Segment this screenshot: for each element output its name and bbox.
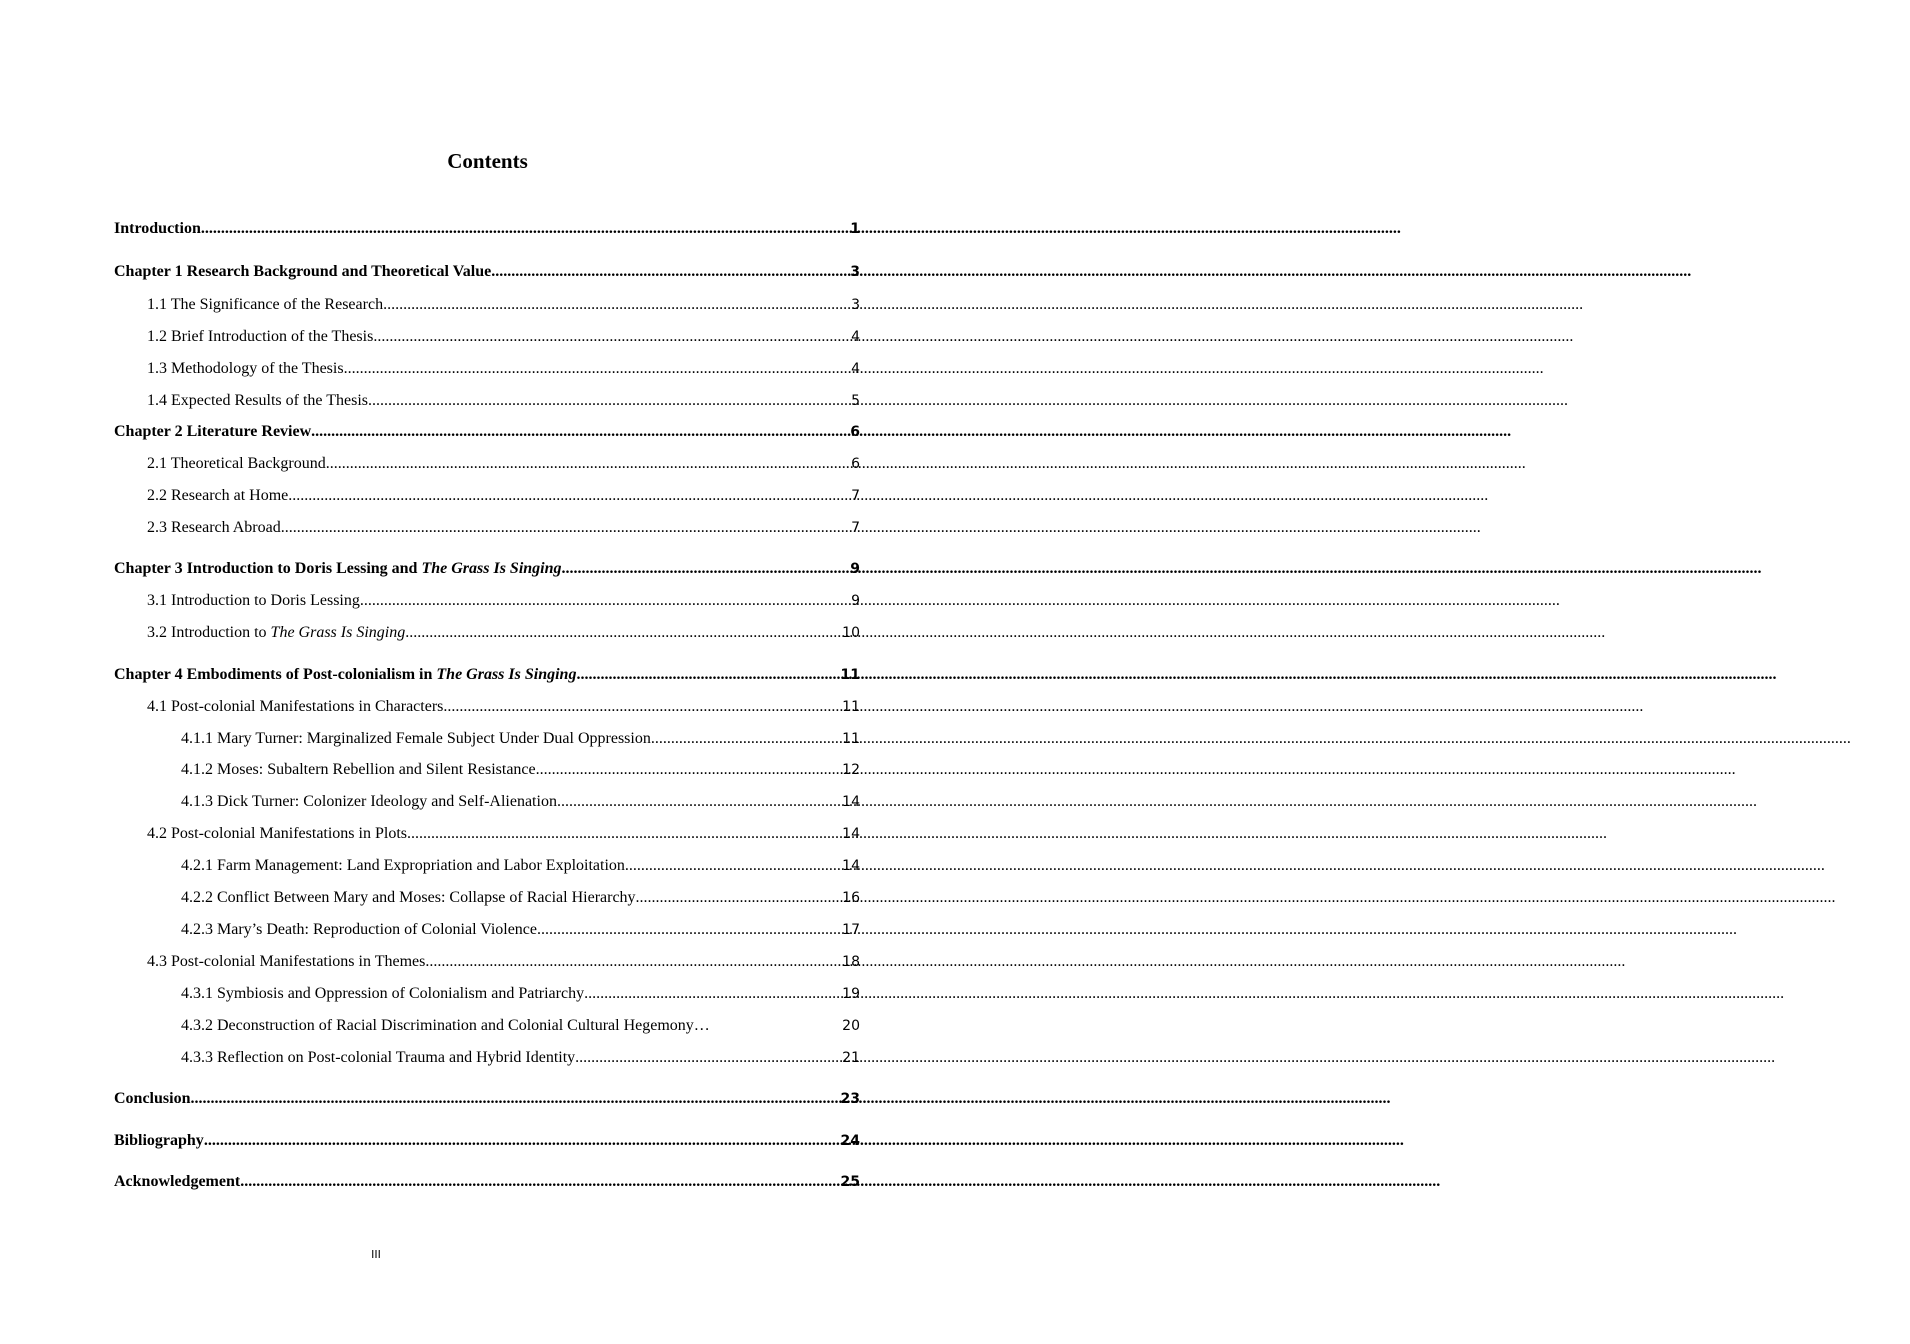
toc-section-entry[interactable] <box>147 590 860 612</box>
toc-entry-text: 2.1 Theoretical Background <box>147 455 326 472</box>
toc-entry-text: 4.2.2 Conflict Between Mary and Moses: Collapse of Racial Hierarchy <box>181 889 636 906</box>
toc-entry-text: 1.3 Methodology of the Thesis <box>147 360 344 377</box>
toc-entry-text: 2.3 Research Abroad <box>147 519 281 536</box>
toc-entry-text: Bibliography <box>114 1132 204 1149</box>
toc-dot-leader <box>537 919 842 941</box>
toc-dot-leader <box>383 294 851 316</box>
toc-entry-label <box>147 326 373 348</box>
toc-dot-leader <box>360 590 851 612</box>
toc-section-entry[interactable] <box>147 453 860 475</box>
toc-page-number: 1 <box>850 221 860 237</box>
toc-dot-leader <box>407 823 842 845</box>
toc-entry-book-title: The Grass Is Singing <box>421 560 562 577</box>
toc-entry-label <box>147 390 368 412</box>
toc-page-number: 11 <box>842 731 860 747</box>
toc-entry-book-title: The Grass Is Singing <box>436 666 577 683</box>
document-page <box>0 0 950 1344</box>
toc-dot-leader <box>651 728 842 750</box>
toc-dot-leader <box>344 358 852 380</box>
toc-section-entry[interactable] <box>147 485 860 507</box>
toc-entry-label <box>147 696 443 718</box>
toc-section-entry[interactable] <box>147 326 860 348</box>
toc-dot-leader <box>326 453 851 475</box>
page-number-footer: III <box>371 1248 381 1261</box>
toc-entry-label <box>181 759 536 781</box>
toc-entry-text: 4.3.2 Deconstruction of Racial Discrimination and Colonial Cultural Hegemony… <box>181 1017 710 1034</box>
toc-entry-text: Introduction <box>114 220 201 237</box>
toc-entry-label <box>181 728 651 750</box>
toc-section-entry[interactable] <box>147 294 860 316</box>
toc-chapter-entry[interactable] <box>114 421 860 443</box>
toc-entry-label <box>114 1088 190 1110</box>
toc-entry-label <box>114 1130 204 1152</box>
toc-page-number: 4 <box>851 361 860 377</box>
toc-entry-label <box>181 855 625 877</box>
toc-dot-leader <box>491 261 850 283</box>
toc-page-number: 20 <box>842 1018 860 1034</box>
toc-entry-label <box>114 664 576 686</box>
toc-dot-leader <box>240 1171 840 1193</box>
page-title: Contents <box>447 149 528 173</box>
toc-chapter-entry[interactable] <box>114 558 860 580</box>
toc-entry-text: Conclusion <box>114 1090 191 1107</box>
toc-subsection-entry[interactable] <box>181 759 860 781</box>
toc-page-number: 6 <box>850 424 860 440</box>
toc-entry-label <box>114 218 201 240</box>
toc-page-number: 12 <box>842 762 860 778</box>
toc-entry-label <box>114 558 562 580</box>
toc-page-number: 9 <box>851 593 860 609</box>
toc-page-number: 25 <box>840 1174 860 1190</box>
toc-page-number: 9 <box>850 561 860 577</box>
toc-page-number: 23 <box>840 1091 860 1107</box>
toc-entry-text: Chapter 2 Literature Review <box>114 423 312 440</box>
toc-page-number: 7 <box>851 488 860 504</box>
toc-subsection-entry[interactable] <box>181 1047 860 1069</box>
toc-entry-text: 1.1 The Significance of the Research <box>147 296 384 313</box>
toc-page-number: 11 <box>840 667 860 683</box>
toc-entry-label <box>114 1171 240 1193</box>
toc-entry-label <box>147 358 344 380</box>
toc-dot-leader <box>443 696 842 718</box>
toc-subsection-entry[interactable] <box>181 887 860 909</box>
toc-entry-label <box>114 421 311 443</box>
toc-page-number: 6 <box>851 456 860 472</box>
toc-page-number: 11 <box>842 699 860 715</box>
toc-dot-leader <box>373 326 851 348</box>
toc-entry-label <box>114 261 491 283</box>
toc-entry-text: Chapter 3 Introduction to Doris Lessing and <box>114 560 422 577</box>
toc-subsection-entry[interactable] <box>181 1015 860 1037</box>
toc-subsection-entry[interactable] <box>181 919 860 941</box>
toc-chapter-entry[interactable] <box>114 1130 860 1152</box>
toc-entry-label <box>147 294 383 316</box>
toc-section-entry[interactable] <box>147 517 860 539</box>
toc-section-entry[interactable] <box>147 696 860 718</box>
toc-page-number: 17 <box>842 922 860 938</box>
toc-page-number: 3 <box>850 264 860 280</box>
toc-section-entry[interactable] <box>147 358 860 380</box>
toc-entry-label <box>147 485 288 507</box>
toc-dot-leader <box>576 664 840 686</box>
toc-dot-leader <box>557 791 842 813</box>
toc-dot-leader <box>536 759 843 781</box>
toc-dot-leader <box>575 1047 842 1069</box>
toc-entry-text: 3.2 Introduction to <box>147 624 271 641</box>
toc-section-entry[interactable] <box>147 823 860 845</box>
toc-entry-text: 4.2.1 Farm Management: Land Expropriation and Labor Exploitation <box>181 857 625 874</box>
toc-page-number: 14 <box>842 794 860 810</box>
toc-page-number: 3 <box>851 297 860 313</box>
toc-entry-text: 3.1 Introduction to Doris Lessing <box>147 592 360 609</box>
toc-chapter-entry[interactable] <box>114 664 860 686</box>
toc-page-number: 19 <box>842 986 860 1002</box>
toc-entry-book-title: The Grass Is Singing <box>270 624 406 641</box>
toc-page-number: 16 <box>842 890 860 906</box>
toc-section-entry[interactable] <box>147 390 860 412</box>
toc-dot-leader <box>204 1130 841 1152</box>
toc-entry-text: 4.2.3 Mary’s Death: Reproduction of Colonial Violence <box>181 921 538 938</box>
toc-page-number: 10 <box>842 625 860 641</box>
toc-entry-text: 4.2 Post-colonial Manifestations in Plots <box>147 825 407 842</box>
toc-entry-text: Chapter 1 Research Background and Theoretical Value <box>114 263 492 280</box>
toc-entry-label <box>147 453 326 475</box>
toc-entry-label <box>181 983 584 1005</box>
toc-section-entry[interactable] <box>147 622 860 644</box>
toc-entry-label <box>181 919 537 941</box>
toc-entry-text: 1.2 Brief Introduction of the Thesis <box>147 328 374 345</box>
toc-page-number: 18 <box>842 954 860 970</box>
toc-entry-text: 4.3.3 Reflection on Post-colonial Trauma and Hybrid Identity <box>181 1049 576 1066</box>
toc-page-number: 21 <box>842 1050 860 1066</box>
toc-entry-text: 4.1.1 Mary Turner: Marginalized Female Subject Under Dual Oppression <box>181 730 651 747</box>
toc-dot-leader <box>625 855 842 877</box>
toc-chapter-entry[interactable] <box>114 1088 860 1110</box>
toc-entry-text: 4.1.2 Moses: Subaltern Rebellion and Silent Resistance <box>181 761 536 778</box>
toc-entry-text: 1.4 Expected Results of the Thesis <box>147 392 368 409</box>
toc-dot-leader <box>425 951 842 973</box>
toc-subsection-entry[interactable] <box>181 791 860 813</box>
toc-dot-leader <box>636 887 843 909</box>
toc-entry-label <box>147 951 425 973</box>
toc-page-number: 14 <box>842 858 860 874</box>
toc-page-number: 5 <box>851 393 860 409</box>
toc-page-number: 14 <box>842 826 860 842</box>
toc-page-number: 7 <box>851 520 860 536</box>
toc-subsection-entry[interactable] <box>181 728 860 750</box>
toc-entry-text: 4.3 Post-colonial Manifestations in Themes <box>147 953 426 970</box>
toc-dot-leader <box>281 517 851 539</box>
toc-subsection-entry[interactable] <box>181 983 860 1005</box>
toc-entry-text: Acknowledgement <box>114 1173 241 1190</box>
toc-chapter-entry[interactable] <box>114 1171 860 1193</box>
toc-entry-label <box>181 1047 575 1069</box>
toc-entry-label <box>147 590 360 612</box>
toc-entry-label <box>181 887 636 909</box>
toc-entry-label <box>147 823 407 845</box>
toc-page-number: 4 <box>851 329 860 345</box>
toc-subsection-entry[interactable] <box>181 855 860 877</box>
toc-dot-leader <box>190 1088 840 1110</box>
toc-chapter-entry[interactable] <box>114 218 860 240</box>
toc-dot-leader <box>311 421 850 443</box>
toc-dot-leader <box>288 485 851 507</box>
toc-entry-text: 4.3.1 Symbiosis and Oppression of Colonialism and Patriarchy <box>181 985 585 1002</box>
toc-dot-leader <box>584 983 842 1005</box>
toc-chapter-entry[interactable] <box>114 261 860 283</box>
toc-entry-label <box>147 622 405 644</box>
toc-dot-leader <box>368 390 851 412</box>
toc-dot-leader <box>201 218 850 240</box>
toc-entry-text: 4.1.3 Dick Turner: Colonizer Ideology and Self-Alienation <box>181 793 557 810</box>
toc-entry-label <box>181 791 557 813</box>
toc-entry-text: 4.1 Post-colonial Manifestations in Characters <box>147 698 444 715</box>
toc-page-number: 24 <box>840 1133 860 1149</box>
toc-section-entry[interactable] <box>147 951 860 973</box>
toc-entry-text: 2.2 Research at Home <box>147 487 289 504</box>
toc-entry-text: Chapter 4 Embodiments of Post-colonialism in <box>114 666 437 683</box>
toc-entry-label <box>181 1015 710 1037</box>
toc-entry-label <box>147 517 281 539</box>
toc-dot-leader <box>405 622 842 644</box>
toc-dot-leader <box>562 558 851 580</box>
